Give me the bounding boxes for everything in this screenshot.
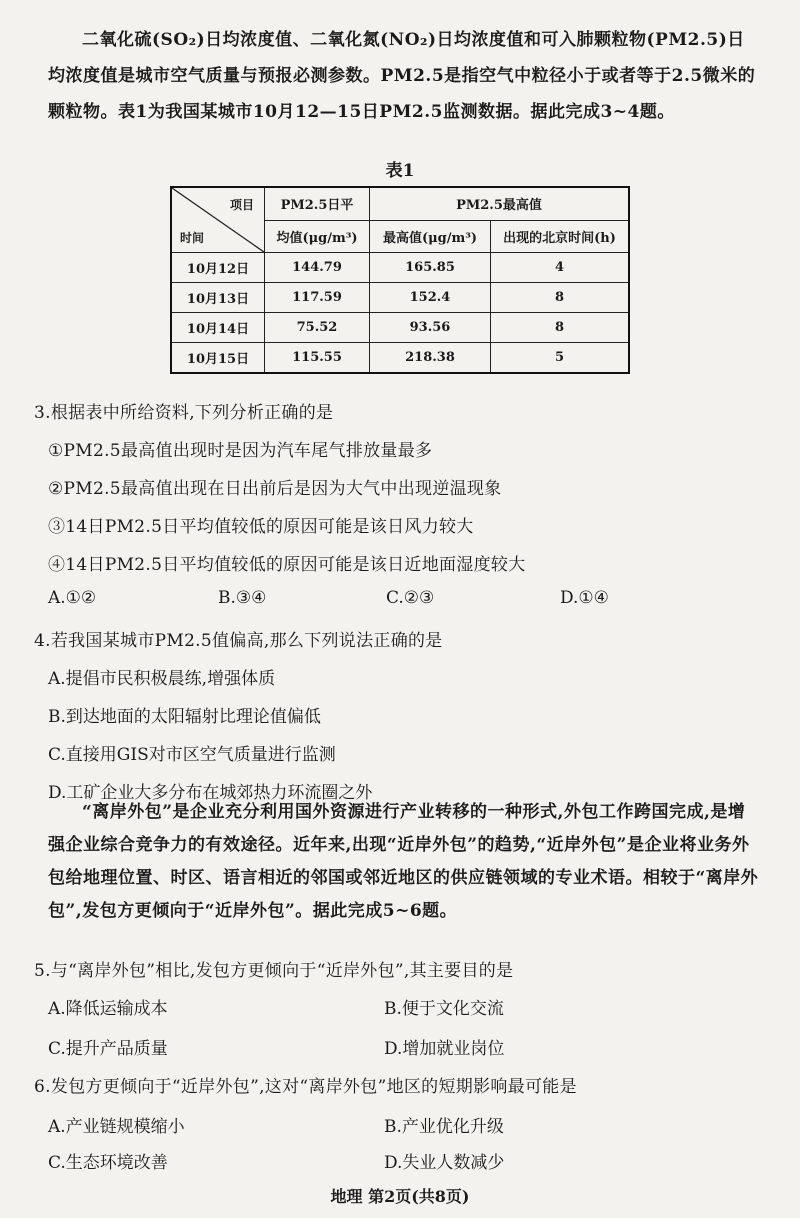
cell-date: 10月15日	[171, 343, 265, 374]
cell-time: 8	[491, 283, 630, 313]
cell-date: 10月12日	[171, 253, 265, 283]
q5-stem: 5.与“离岸外包”相比,发包方更倾向于“近岸外包”,其主要目的是	[34, 961, 514, 981]
cell-max: 165.85	[370, 253, 491, 283]
page-footer: 地理 第2页(共8页)	[330, 1187, 470, 1206]
cell-time: 8	[491, 313, 630, 343]
q5-option-c[interactable]: C.提升产品质量	[48, 1039, 168, 1059]
q5-option-a[interactable]: A.降低运输成本	[48, 999, 168, 1019]
q3-option-a[interactable]: A.①②	[48, 588, 97, 608]
q3-statement-1: ①PM2.5最高值出现时是因为汽车尾气排放量最多	[48, 441, 433, 461]
table-caption: 表1	[385, 161, 415, 181]
q4-option-d[interactable]: D.工矿企业大多分布在城郊热力环流圈之外	[48, 783, 373, 803]
q4-option-b[interactable]: B.到达地面的太阳辐射比理论值偏低	[48, 707, 321, 727]
header-max-group: PM2.5最高值	[370, 187, 630, 220]
q3-option-b[interactable]: B.③④	[218, 588, 267, 608]
q4-option-c[interactable]: C.直接用GIS对市区空气质量进行监测	[48, 745, 336, 765]
pm25-table	[170, 186, 630, 374]
header-time: 时间	[180, 231, 205, 245]
q3-statement-2: ②PM2.5最高值出现在日出前后是因为大气中出现逆温现象	[48, 479, 502, 499]
q5-option-b[interactable]: B.便于文化交流	[384, 999, 504, 1019]
q4-stem: 4.若我国某城市PM2.5值偏高,那么下列说法正确的是	[34, 631, 443, 651]
table-row	[171, 343, 629, 374]
q6-stem: 6.发包方更倾向于“近岸外包”,这对“离岸外包”地区的短期影响最可能是	[34, 1077, 577, 1097]
header-item: 项目	[229, 198, 254, 212]
cell-max: 218.38	[370, 343, 491, 374]
cell-max: 152.4	[370, 283, 491, 313]
q3-statement-4: ④14日PM2.5日平均值较低的原因可能是该日近地面湿度较大	[48, 555, 526, 575]
q6-option-c[interactable]: C.生态环境改善	[48, 1153, 168, 1173]
q6-option-b[interactable]: B.产业优化升级	[384, 1117, 504, 1137]
cell-date: 10月14日	[171, 313, 265, 343]
header-max-time: 出现的北京时间(h)	[491, 220, 630, 253]
header-max-value: 最高值(μg/m³)	[370, 220, 491, 253]
cell-time: 4	[491, 253, 630, 283]
q6-option-a[interactable]: A.产业链规模缩小	[48, 1117, 185, 1137]
cell-avg: 75.52	[265, 313, 370, 343]
q3-statement-3: ③14日PM2.5日平均值较低的原因可能是该日风力较大	[48, 517, 474, 537]
passage-intro-pm25: 二氧化硫(SO₂)日均浓度值、二氧化氮(NO₂)日均浓度值和可入肺颗粒物(PM2.5)日均浓度值是城市空气质量与预报必测参数。PM2.5是指空气中粒径小于或者等于2.5微米的颗粒物。表1为我国某城市10月12—15日PM2.5监测数据。据此完成3~4题。	[48, 30, 756, 122]
q4-option-a[interactable]: A.提倡市民积极晨练,增强体质	[48, 669, 276, 689]
cell-avg: 115.55	[265, 343, 370, 374]
q5-option-d[interactable]: D.增加就业岗位	[384, 1039, 505, 1059]
q3-option-c[interactable]: C.②③	[386, 588, 435, 608]
header-avg-line1: PM2.5日平	[265, 187, 370, 220]
table-row	[171, 283, 629, 313]
diagonal-header-cell	[171, 187, 265, 253]
passage-intro-outsourcing: “离岸外包”是企业充分利用国外资源进行产业转移的一种形式,外包工作跨国完成,是增强企业综合竞争力的有效途径。近年来,出现“近岸外包”的趋势,“近岸外包”是企业将业务外包给地理位置、时区、语言相近的邻国或邻近地区的供应链领域的专业术语。相较于“离岸外包”,发包方更倾向于“近岸外包”。据此完成5~6题。	[48, 802, 759, 921]
cell-date: 10月13日	[171, 283, 265, 313]
q3-option-d[interactable]: D.①④	[560, 588, 609, 608]
cell-avg: 144.79	[265, 253, 370, 283]
header-avg-line2: 均值(μg/m³)	[265, 220, 370, 253]
cell-avg: 117.59	[265, 283, 370, 313]
q3-stem: 3.根据表中所给资料,下列分析正确的是	[34, 403, 334, 423]
table-row	[171, 313, 629, 343]
q6-option-d[interactable]: D.失业人数减少	[384, 1153, 505, 1173]
cell-time: 5	[491, 343, 630, 374]
cell-max: 93.56	[370, 313, 491, 343]
table-row	[171, 253, 629, 283]
